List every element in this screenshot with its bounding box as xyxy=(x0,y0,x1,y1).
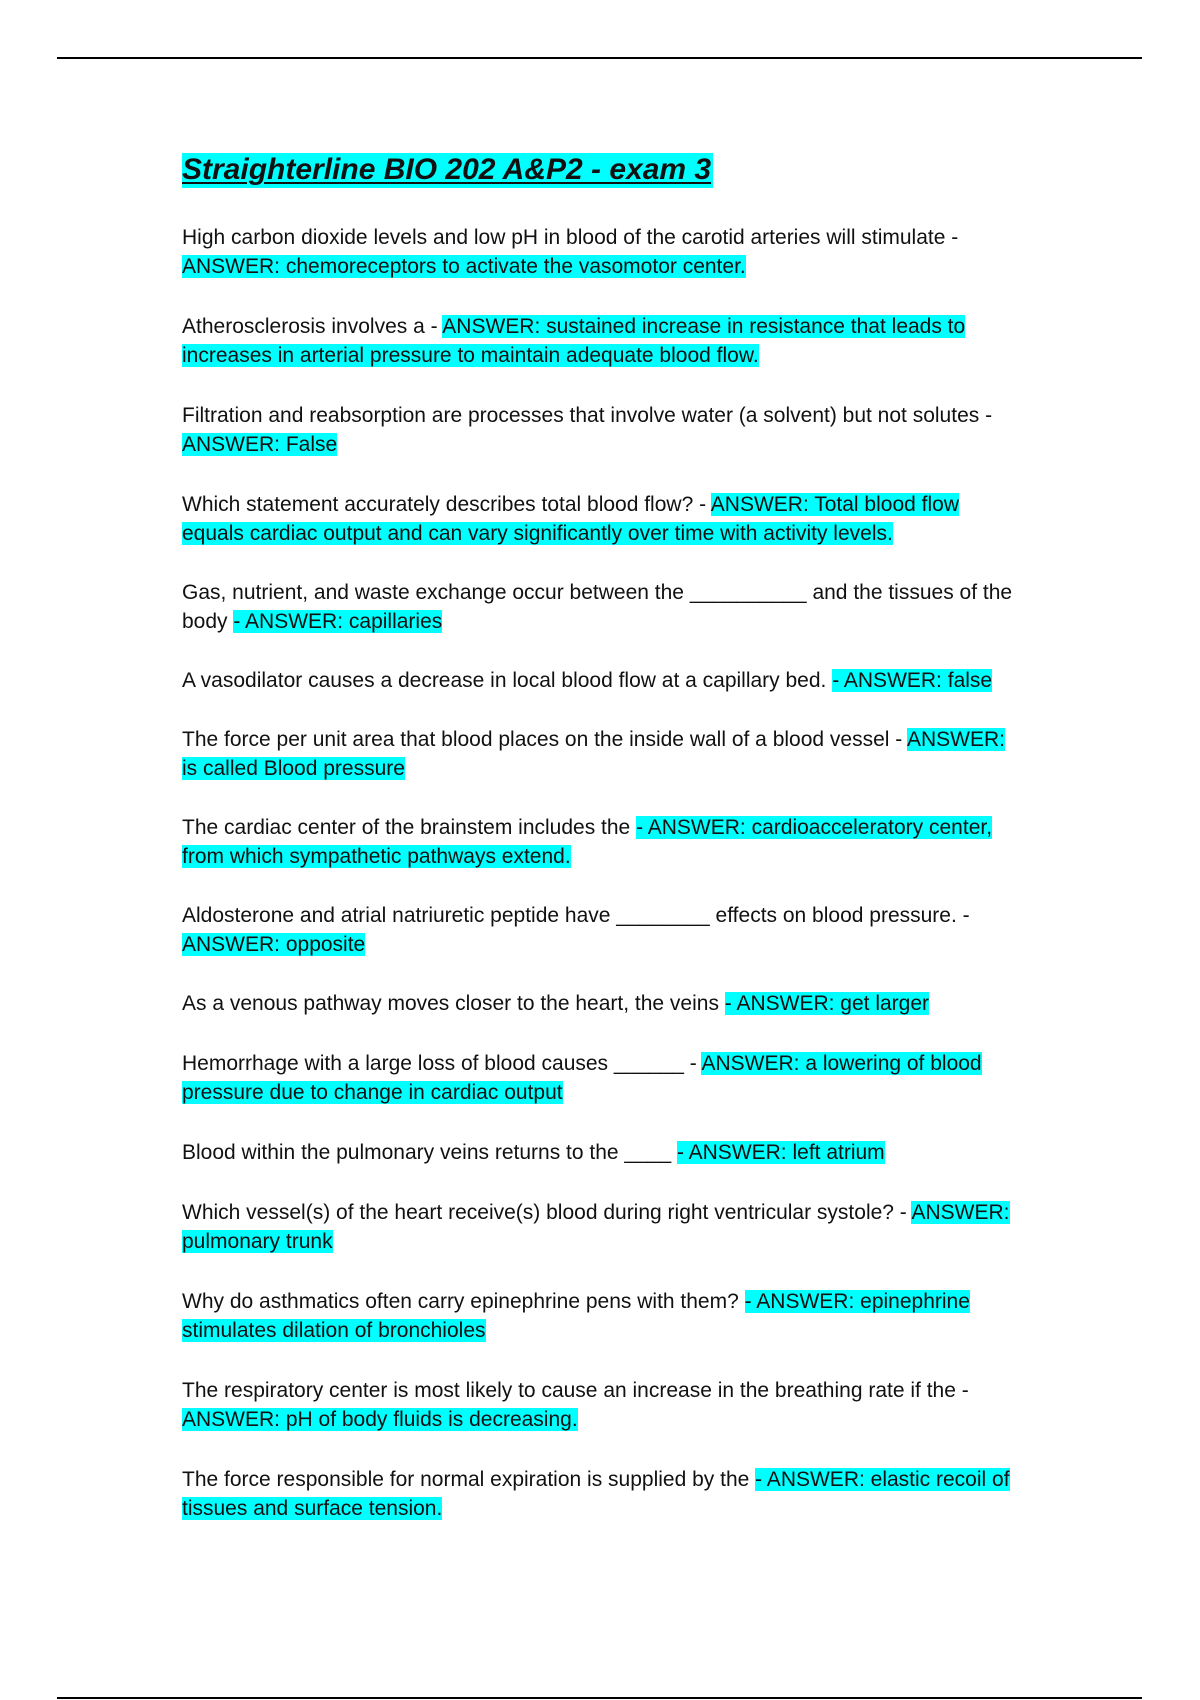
answer-text: ANSWER: False xyxy=(182,433,338,456)
qa-item xyxy=(182,223,1020,281)
question-text: Why do asthmatics often carry epinephrine pens with them? xyxy=(182,1290,745,1313)
answer-text: - ANSWER: left atrium xyxy=(676,1141,885,1164)
document-title-text: Straighterline BIO 202 A&P2 - exam 3 xyxy=(182,153,712,186)
answer-text: - ANSWER: elastic recoil of tissues and surface tension. xyxy=(182,1468,1010,1520)
question-text: High carbon dioxide levels and low pH in blood of the carotid arteries will stimulate - xyxy=(182,226,959,249)
question-text: The force per unit area that blood places on the inside wall of a blood vessel - xyxy=(182,728,907,751)
answer-text: ANSWER: sustained increase in resistance that leads to increases in arterial pressure to maintain adequate blood flow. xyxy=(182,315,966,367)
qa-item xyxy=(182,312,1020,370)
question-text: The cardiac center of the brainstem includes the xyxy=(182,816,637,839)
document-body xyxy=(182,148,1020,1523)
qa-item xyxy=(182,813,1020,871)
qa-list xyxy=(182,223,1020,1523)
answer-text: - ANSWER: epinephrine stimulates dilation of bronchioles xyxy=(182,1290,970,1342)
answer-text: ANSWER: chemoreceptors to activate the vasomotor center. xyxy=(182,255,746,278)
question-text: Aldosterone and atrial natriuretic peptide have ________ effects on blood pressure. - xyxy=(182,904,970,927)
answer-text: - ANSWER: false xyxy=(832,669,993,692)
qa-item xyxy=(182,725,1020,783)
answer-text: ANSWER: pH of body fluids is decreasing. xyxy=(182,1408,578,1431)
answer-text: ANSWER: opposite xyxy=(182,933,366,956)
question-text: Filtration and reabsorption are processes that involve water (a solvent) but not solutes - xyxy=(182,404,993,427)
header-rule xyxy=(57,57,1142,59)
question-text: As a venous pathway moves closer to the heart, the veins xyxy=(182,992,725,1015)
qa-item xyxy=(182,1138,1020,1167)
qa-item xyxy=(182,1287,1020,1345)
question-text: The force responsible for normal expiration is supplied by the xyxy=(182,1468,756,1491)
answer-text: ANSWER: is called Blood pressure xyxy=(182,728,1005,780)
qa-item xyxy=(182,1049,1020,1107)
answer-text: ANSWER: a lowering of blood pressure due to change in cardiac output xyxy=(182,1052,982,1104)
question-text: Which statement accurately describes total blood flow? - xyxy=(182,493,711,516)
qa-item xyxy=(182,578,1020,636)
qa-item xyxy=(182,989,1020,1018)
question-text: Gas, nutrient, and waste exchange occur between the __________ and the tissues of the body xyxy=(182,581,1013,633)
answer-text: - ANSWER: get larger xyxy=(724,992,930,1015)
answer-text: ANSWER: Total blood flow equals cardiac output and can vary significantly over time with activity levels. xyxy=(182,493,959,545)
question-text: Which vessel(s) of the heart receive(s) blood during right ventricular systole? - xyxy=(182,1201,912,1224)
qa-item xyxy=(182,1465,1020,1523)
document-title xyxy=(182,148,1020,192)
question-text: The respiratory center is most likely to cause an increase in the breathing rate if the - xyxy=(182,1379,969,1402)
qa-item xyxy=(182,401,1020,459)
question-text: Hemorrhage with a large loss of blood causes ______ - xyxy=(182,1052,702,1075)
qa-item xyxy=(182,1198,1020,1256)
question-text: Blood within the pulmonary veins returns to the ____ xyxy=(182,1141,677,1164)
answer-text: ANSWER: pulmonary trunk xyxy=(182,1201,1010,1253)
question-text: Atherosclerosis involves a - xyxy=(182,315,443,338)
qa-item xyxy=(182,901,1020,959)
footer-rule xyxy=(57,1697,1142,1699)
qa-item xyxy=(182,490,1020,548)
question-text: A vasodilator causes a decrease in local blood flow at a capillary bed. xyxy=(182,669,833,692)
qa-item xyxy=(182,1376,1020,1434)
answer-text: - ANSWER: cardioacceleratory center, from which sympathetic pathways extend. xyxy=(182,816,993,868)
answer-text: - ANSWER: capillaries xyxy=(233,610,443,633)
qa-item xyxy=(182,666,1020,695)
